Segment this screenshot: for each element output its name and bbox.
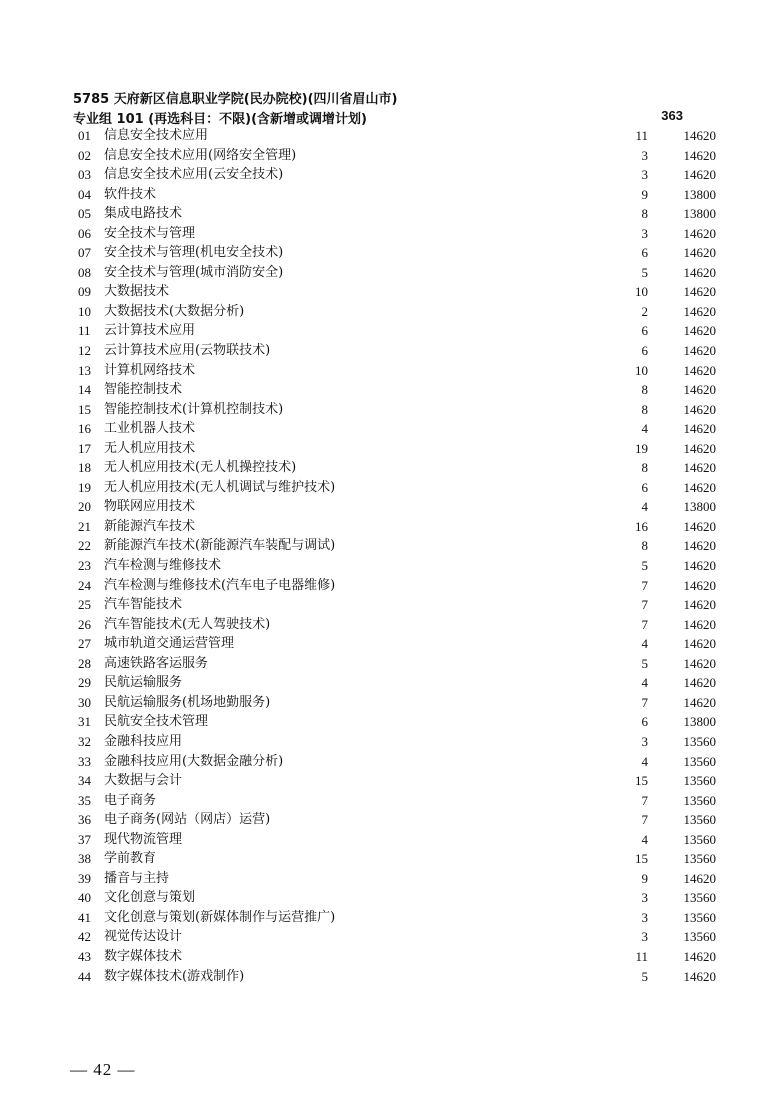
major-name: 数字媒体技术(游戏制作) <box>104 968 245 984</box>
plan-count: 6 <box>641 714 648 730</box>
tuition-fee: 14620 <box>683 870 716 886</box>
list-item <box>0 673 777 693</box>
tuition-fee: 14620 <box>683 225 716 241</box>
plan-count: 7 <box>641 812 648 828</box>
plan-count: 3 <box>641 225 648 241</box>
plan-count: 5 <box>641 655 648 671</box>
major-code: 08 <box>78 264 91 280</box>
major-name: 软件技术 <box>104 186 157 202</box>
major-code: 35 <box>78 792 91 808</box>
tuition-fee: 13560 <box>683 909 716 925</box>
tuition-fee: 14620 <box>683 284 716 300</box>
tuition-fee: 13800 <box>683 186 716 202</box>
major-code: 34 <box>78 773 91 789</box>
plan-count: 11 <box>635 128 648 143</box>
list-item <box>0 361 777 381</box>
tuition-fee: 14620 <box>683 577 716 593</box>
major-name: 金融科技应用(大数据金融分析) <box>104 753 284 769</box>
major-code: 04 <box>78 186 91 202</box>
major-code: 37 <box>78 831 91 847</box>
major-name: 信息安全技术应用(网络安全管理) <box>104 147 297 163</box>
tuition-fee: 14620 <box>683 538 716 554</box>
major-code: 24 <box>78 577 91 593</box>
major-name: 安全技术与管理(机电安全技术) <box>104 245 284 261</box>
plan-count: 7 <box>641 597 648 613</box>
list-item <box>0 478 777 498</box>
tuition-fee: 14620 <box>683 440 716 456</box>
tuition-fee: 14620 <box>683 616 716 632</box>
major-code: 44 <box>78 968 91 984</box>
tuition-fee: 13800 <box>683 714 716 730</box>
plan-count: 9 <box>641 870 648 886</box>
plan-count: 6 <box>641 343 648 359</box>
list-item <box>0 536 777 556</box>
list-item <box>0 810 777 830</box>
list-item <box>0 419 777 439</box>
major-name: 电子商务(网站（网店）运营) <box>104 812 271 828</box>
list-item <box>0 146 777 166</box>
tuition-fee: 14620 <box>683 421 716 437</box>
tuition-fee: 13560 <box>683 733 716 749</box>
list-item <box>0 185 777 205</box>
plan-count: 5 <box>641 264 648 280</box>
plan-count: 10 <box>635 362 648 378</box>
list-item <box>0 243 777 263</box>
major-name: 信息安全技术应用 <box>104 128 209 143</box>
major-name: 云计算技术应用(云物联技术) <box>104 343 271 359</box>
tuition-fee: 13800 <box>683 206 716 222</box>
major-name: 信息安全技术应用(云安全技术) <box>104 167 284 183</box>
major-code: 26 <box>78 616 91 632</box>
major-code: 19 <box>78 479 91 495</box>
plan-count: 19 <box>635 440 648 456</box>
major-code: 01 <box>78 128 91 143</box>
plan-count: 3 <box>641 929 648 945</box>
major-code: 30 <box>78 694 91 710</box>
list-item <box>0 869 777 889</box>
plan-count: 8 <box>641 460 648 476</box>
tuition-fee: 13560 <box>683 812 716 828</box>
plan-count: 8 <box>641 401 648 417</box>
major-name: 安全技术与管理 <box>104 225 196 241</box>
major-code: 07 <box>78 245 91 261</box>
major-name: 民航运输服务 <box>104 675 183 691</box>
major-code: 32 <box>78 733 91 749</box>
plan-count: 10 <box>635 284 648 300</box>
major-name: 集成电路技术 <box>104 206 183 222</box>
list-item <box>0 712 777 732</box>
list-item <box>0 654 777 674</box>
list-item <box>0 849 777 869</box>
group-count: 363 <box>661 108 683 123</box>
list-item <box>0 888 777 908</box>
tuition-fee: 13560 <box>683 851 716 867</box>
major-list <box>0 126 777 986</box>
major-name: 汽车检测与维修技术 <box>104 558 222 574</box>
list-item <box>0 517 777 537</box>
list-item <box>0 830 777 850</box>
group-label: 专业组 101 (再选科目：不限)(含新增或调增计划) <box>73 112 367 127</box>
plan-count: 8 <box>641 206 648 222</box>
list-item <box>0 947 777 967</box>
major-code: 03 <box>78 167 91 183</box>
plan-count: 15 <box>635 851 648 867</box>
tuition-fee: 13560 <box>683 792 716 808</box>
major-code: 20 <box>78 499 91 515</box>
major-name: 汽车智能技术(无人驾驶技术) <box>104 616 271 632</box>
major-code: 27 <box>78 636 91 652</box>
school-title: 5785 天府新区信息职业学院(民办院校)(四川省眉山市) <box>73 92 398 107</box>
tuition-fee: 13560 <box>683 929 716 945</box>
tuition-fee: 14620 <box>683 518 716 534</box>
major-code: 10 <box>78 303 91 319</box>
major-name: 民航安全技术管理 <box>104 714 209 730</box>
list-item <box>0 615 777 635</box>
major-code: 14 <box>78 382 91 398</box>
major-code: 06 <box>78 225 91 241</box>
tuition-fee: 14620 <box>683 323 716 339</box>
list-item <box>0 771 777 791</box>
major-code: 13 <box>78 362 91 378</box>
tuition-fee: 14620 <box>683 694 716 710</box>
list-item <box>0 380 777 400</box>
plan-count: 3 <box>641 733 648 749</box>
tuition-fee: 14620 <box>683 597 716 613</box>
major-name: 新能源汽车技术(新能源汽车装配与调试) <box>104 538 336 554</box>
major-name: 播音与主持 <box>104 870 170 886</box>
list-item <box>0 458 777 478</box>
plan-count: 7 <box>641 792 648 808</box>
tuition-fee: 14620 <box>683 147 716 163</box>
plan-count: 9 <box>641 186 648 202</box>
list-item <box>0 439 777 459</box>
tuition-fee: 14620 <box>683 460 716 476</box>
list-item <box>0 126 777 146</box>
major-code: 28 <box>78 655 91 671</box>
tuition-fee: 14620 <box>683 968 716 984</box>
list-item <box>0 634 777 654</box>
major-code: 31 <box>78 714 91 730</box>
tuition-fee: 13560 <box>683 831 716 847</box>
list-item <box>0 302 777 322</box>
major-code: 21 <box>78 518 91 534</box>
major-code: 12 <box>78 343 91 359</box>
major-code: 09 <box>78 284 91 300</box>
major-code: 36 <box>78 812 91 828</box>
list-item <box>0 204 777 224</box>
major-code: 39 <box>78 870 91 886</box>
tuition-fee: 14620 <box>683 558 716 574</box>
plan-count: 4 <box>641 421 648 437</box>
list-item <box>0 752 777 772</box>
tuition-fee: 13560 <box>683 773 716 789</box>
list-item <box>0 321 777 341</box>
tuition-fee: 14620 <box>683 675 716 691</box>
tuition-fee: 14620 <box>683 655 716 671</box>
major-name: 汽车检测与维修技术(汽车电子电器维修) <box>104 577 336 593</box>
plan-count: 4 <box>641 636 648 652</box>
major-code: 18 <box>78 460 91 476</box>
major-code: 25 <box>78 597 91 613</box>
major-name: 金融科技应用 <box>104 733 183 749</box>
major-code: 29 <box>78 675 91 691</box>
list-item <box>0 224 777 244</box>
major-code: 40 <box>78 890 91 906</box>
major-code: 33 <box>78 753 91 769</box>
major-name: 文化创意与策划(新媒体制作与运营推广) <box>104 909 336 925</box>
plan-count: 11 <box>635 948 648 964</box>
major-name: 无人机应用技术(无人机操控技术) <box>104 460 297 476</box>
plan-count: 7 <box>641 616 648 632</box>
list-item <box>0 497 777 517</box>
plan-count: 8 <box>641 538 648 554</box>
tuition-fee: 14620 <box>683 948 716 964</box>
list-item <box>0 282 777 302</box>
list-item <box>0 967 777 987</box>
plan-count: 7 <box>641 694 648 710</box>
major-code: 11 <box>78 323 91 339</box>
plan-count: 2 <box>641 303 648 319</box>
list-item <box>0 263 777 283</box>
major-name: 大数据技术(大数据分析) <box>104 303 245 319</box>
major-name: 物联网应用技术 <box>104 499 196 515</box>
plan-count: 3 <box>641 890 648 906</box>
major-name: 视觉传达设计 <box>104 929 183 945</box>
major-name: 大数据与会计 <box>104 773 183 789</box>
major-name: 学前教育 <box>104 851 157 867</box>
major-name: 计算机网络技术 <box>104 362 196 378</box>
major-code: 38 <box>78 851 91 867</box>
tuition-fee: 13560 <box>683 753 716 769</box>
plan-count: 3 <box>641 909 648 925</box>
list-item <box>0 165 777 185</box>
plan-count: 4 <box>641 675 648 691</box>
tuition-fee: 14620 <box>683 343 716 359</box>
page-number: — 42 — <box>70 1060 136 1079</box>
list-item <box>0 732 777 752</box>
tuition-fee: 13800 <box>683 499 716 515</box>
list-item <box>0 908 777 928</box>
list-item <box>0 927 777 947</box>
plan-count: 15 <box>635 773 648 789</box>
tuition-fee: 14620 <box>683 636 716 652</box>
major-name: 安全技术与管理(城市消防安全) <box>104 264 284 280</box>
major-code: 02 <box>78 147 91 163</box>
major-name: 工业机器人技术 <box>104 421 196 437</box>
major-name: 数字媒体技术 <box>104 948 183 964</box>
list-item <box>0 576 777 596</box>
tuition-fee: 14620 <box>683 128 716 143</box>
plan-count: 6 <box>641 479 648 495</box>
plan-count: 5 <box>641 558 648 574</box>
plan-count: 5 <box>641 968 648 984</box>
major-code: 15 <box>78 401 91 417</box>
major-name: 汽车智能技术 <box>104 597 183 613</box>
major-code: 22 <box>78 538 91 554</box>
tuition-fee: 14620 <box>683 479 716 495</box>
tuition-fee: 14620 <box>683 264 716 280</box>
tuition-fee: 14620 <box>683 167 716 183</box>
plan-count: 3 <box>641 167 648 183</box>
major-name: 无人机应用技术(无人机调试与维护技术) <box>104 479 336 495</box>
major-name: 城市轨道交通运营管理 <box>104 636 235 652</box>
major-name: 高速铁路客运服务 <box>104 655 209 671</box>
major-name: 大数据技术 <box>104 284 170 300</box>
list-item <box>0 556 777 576</box>
list-item <box>0 341 777 361</box>
list-item <box>0 791 777 811</box>
major-code: 42 <box>78 929 91 945</box>
major-name: 现代物流管理 <box>104 831 183 847</box>
plan-count: 6 <box>641 323 648 339</box>
plan-count: 4 <box>641 831 648 847</box>
tuition-fee: 14620 <box>683 245 716 261</box>
major-code: 43 <box>78 948 91 964</box>
list-item <box>0 693 777 713</box>
major-name: 智能控制技术 <box>104 382 183 398</box>
major-code: 23 <box>78 558 91 574</box>
list-item <box>0 595 777 615</box>
major-name: 智能控制技术(计算机控制技术) <box>104 401 284 417</box>
major-name: 文化创意与策划 <box>104 890 196 906</box>
major-code: 41 <box>78 909 91 925</box>
tuition-fee: 13560 <box>683 890 716 906</box>
tuition-fee: 14620 <box>683 362 716 378</box>
major-code: 17 <box>78 440 91 456</box>
plan-count: 7 <box>641 577 648 593</box>
list-item <box>0 400 777 420</box>
major-code: 05 <box>78 206 91 222</box>
major-name: 电子商务 <box>104 792 157 808</box>
major-code: 16 <box>78 421 91 437</box>
major-name: 云计算技术应用 <box>104 323 196 339</box>
major-name: 民航运输服务(机场地勤服务) <box>104 694 271 710</box>
major-name: 新能源汽车技术 <box>104 518 196 534</box>
tuition-fee: 14620 <box>683 401 716 417</box>
plan-count: 16 <box>635 518 648 534</box>
tuition-fee: 14620 <box>683 382 716 398</box>
plan-count: 4 <box>641 499 648 515</box>
plan-count: 6 <box>641 245 648 261</box>
major-name: 无人机应用技术 <box>104 440 196 456</box>
plan-count: 8 <box>641 382 648 398</box>
plan-count: 3 <box>641 147 648 163</box>
tuition-fee: 14620 <box>683 303 716 319</box>
plan-count: 4 <box>641 753 648 769</box>
